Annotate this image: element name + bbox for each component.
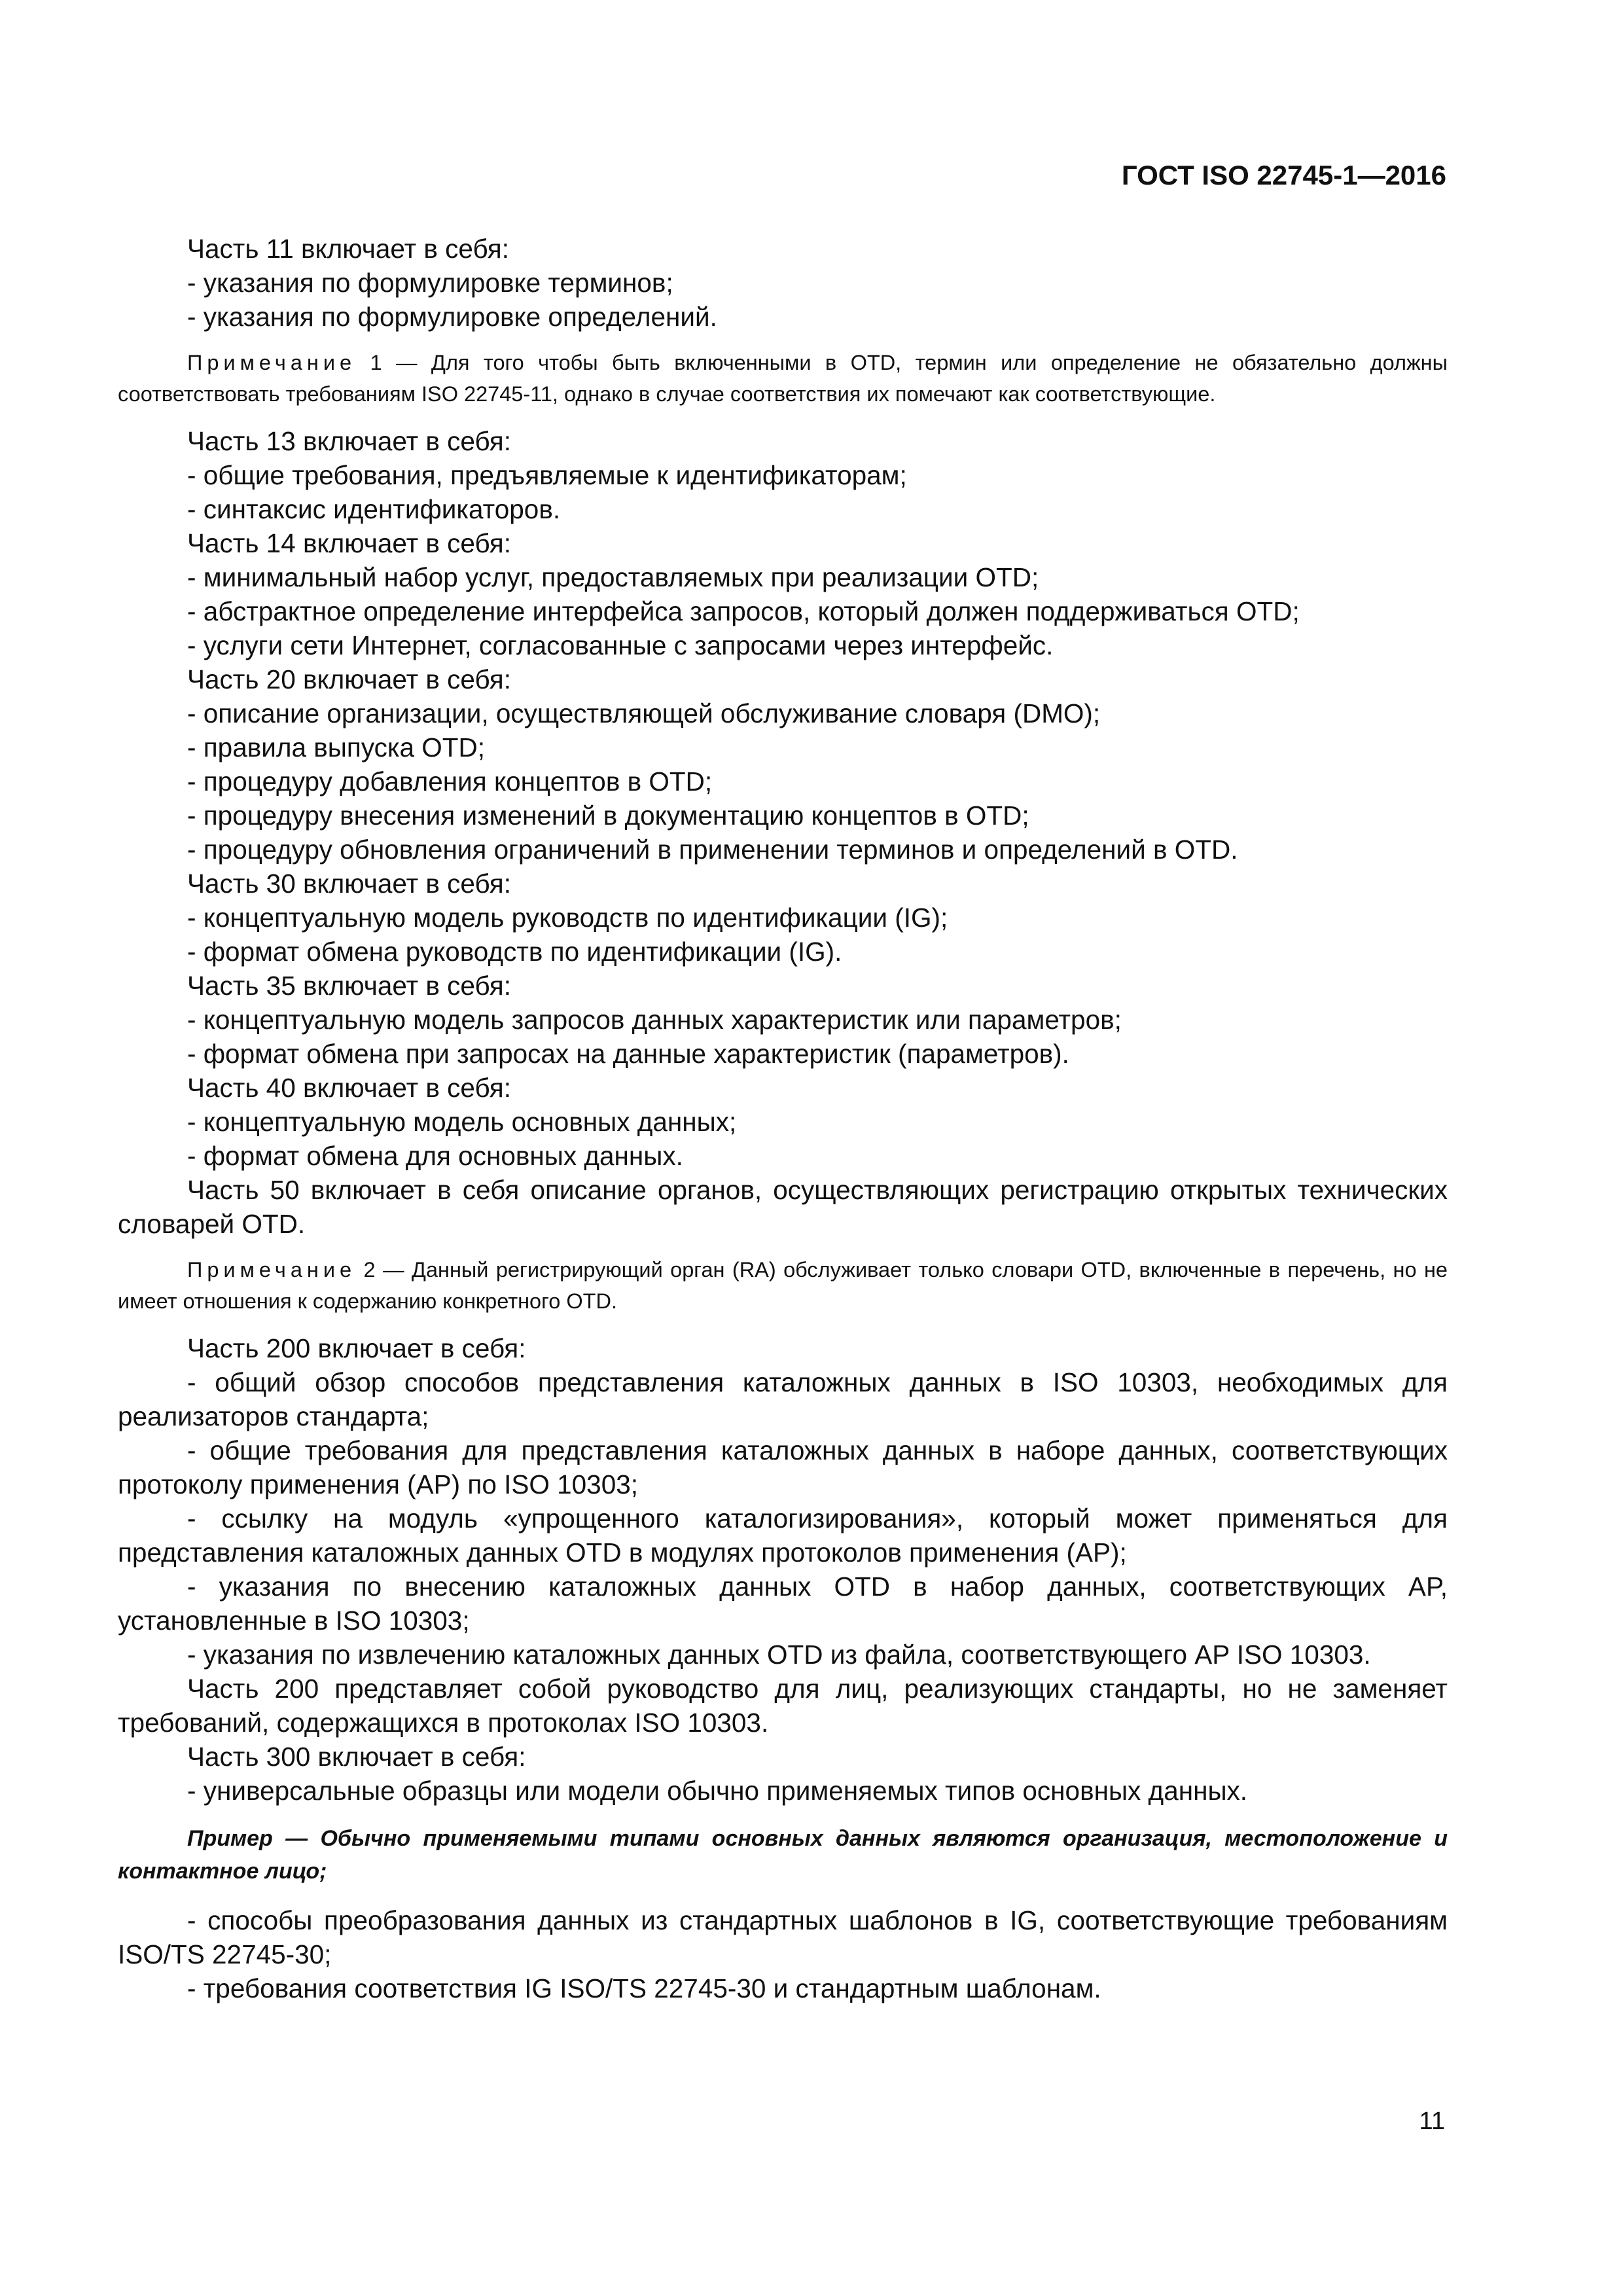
- body-paragraph: - указания по извлечению каталожных данных OTD из файла, соответствующего AP ISO 10303.: [187, 1640, 1371, 1670]
- list-item: - синтаксис идентификаторов.: [187, 494, 561, 524]
- body-paragraph: - указания по внесению каталожных данных OTD в набор данных, соответствующих AP, установленные в ISO 10303;: [118, 1571, 1448, 1636]
- body-paragraph: Часть 200 представляет собой руководство для лиц, реализующих стандарты, но не заменяет требований, содержащихся в протоколах ISO 10303.: [118, 1674, 1448, 1738]
- list-item: - процедуру обновления ограничений в применении терминов и определений в OTD.: [187, 834, 1238, 865]
- body-paragraph: Часть 20 включает в себя:: [187, 664, 511, 694]
- list-item: - минимальный набор услуг, предоставляемых при реализации OTD;: [187, 562, 1039, 592]
- list-item: - концептуальную модель руководств по идентификации (IG);: [187, 903, 948, 933]
- body-paragraph: Часть 35 включает в себя:: [187, 971, 511, 1001]
- note-paragraph: [118, 1254, 1448, 1317]
- body-paragraph: Часть 13 включает в себя:: [187, 426, 511, 456]
- body-paragraph: - способы преобразования данных из стандартных шаблонов в IG, соответствующие требованиям ISO/TS 22745-30;: [118, 1905, 1448, 1969]
- body-paragraph: Часть 11 включает в себя:: [187, 234, 509, 264]
- list-item: - концептуальную модель запросов данных характеристик или параметров;: [187, 1005, 1122, 1035]
- note-label: Примечание: [187, 351, 357, 374]
- list-item: - услуги сети Интернет, согласованные с запросами через интерфейс.: [187, 630, 1054, 660]
- list-item: - требования соответствия IG ISO/TS 22745-30 и стандартным шаблонам.: [187, 1973, 1101, 2003]
- list-item: - указания по формулировке определений.: [187, 302, 717, 332]
- list-item: - универсальные образцы или модели обычно применяемых типов основных данных.: [187, 1776, 1248, 1806]
- body-paragraph: Часть 50 включает в себя описание органов, осуществляющих регистрацию открытых технических словарей OTD.: [118, 1175, 1448, 1239]
- list-item: - концептуальную модель основных данных;: [187, 1107, 737, 1137]
- body-paragraph: - общие требования для представления каталожных данных в наборе данных, соответствующих протоколу применения (AP) по ISO 10303;: [118, 1435, 1448, 1499]
- list-item: - общие требования, предъявляемые к идентификаторам;: [187, 460, 907, 490]
- example-paragraph: Пример — Обычно применяемыми типами основных данных являются организация, местоположение и контактное лицо;: [118, 1826, 1448, 1884]
- body-paragraph: Часть 300 включает в себя:: [187, 1742, 526, 1772]
- document-body: [118, 232, 1448, 2005]
- note-label: Примечание: [187, 1258, 357, 1282]
- list-item: - формат обмена для основных данных.: [187, 1141, 683, 1171]
- body-paragraph: Часть 14 включает в себя:: [187, 528, 511, 558]
- document-id-header: ГОСТ ISO 22745-1—2016: [1121, 160, 1446, 190]
- note-text: 1 — Для того чтобы быть включенными в OTD, термин или определение не обязательно должны соответствовать требованиям ISO 22745-11, однако в случае соответствия их помечают как соответствующие.: [118, 351, 1448, 406]
- page-number: 11: [1419, 2108, 1445, 2135]
- list-item: - формат обмена руководств по идентификации (IG).: [187, 937, 842, 967]
- list-item: - абстрактное определение интерфейса запросов, который должен поддерживаться OTD;: [187, 596, 1300, 626]
- list-item: - описание организации, осуществляющей обслуживание словаря (DMO);: [187, 698, 1101, 728]
- list-item: - процедуру внесения изменений в документацию концептов в OTD;: [187, 800, 1029, 831]
- body-paragraph: Часть 40 включает в себя:: [187, 1073, 511, 1103]
- body-paragraph: Часть 200 включает в себя:: [187, 1333, 526, 1363]
- note-text: 2 — Данный регистрирующий орган (RA) обслуживает только словари OTD, включенные в перечень, но не имеет отношения к содержанию конкретного OTD.: [118, 1258, 1448, 1313]
- list-item: - формат обмена при запросах на данные характеристик (параметров).: [187, 1039, 1069, 1069]
- body-paragraph: - общий обзор способов представления каталожных данных в ISO 10303, необходимых для реализаторов стандарта;: [118, 1367, 1448, 1431]
- note-paragraph: [118, 347, 1448, 410]
- body-paragraph: Часть 30 включает в себя:: [187, 869, 511, 899]
- list-item: - указания по формулировке терминов;: [187, 268, 673, 298]
- list-item: - правила выпуска OTD;: [187, 732, 485, 762]
- list-item: - процедуру добавления концептов в OTD;: [187, 766, 713, 797]
- body-paragraph: - ссылку на модуль «упрощенного каталогизирования», который может применяться для представления каталожных данных OTD в модулях протоколов применения (AP);: [118, 1503, 1448, 1568]
